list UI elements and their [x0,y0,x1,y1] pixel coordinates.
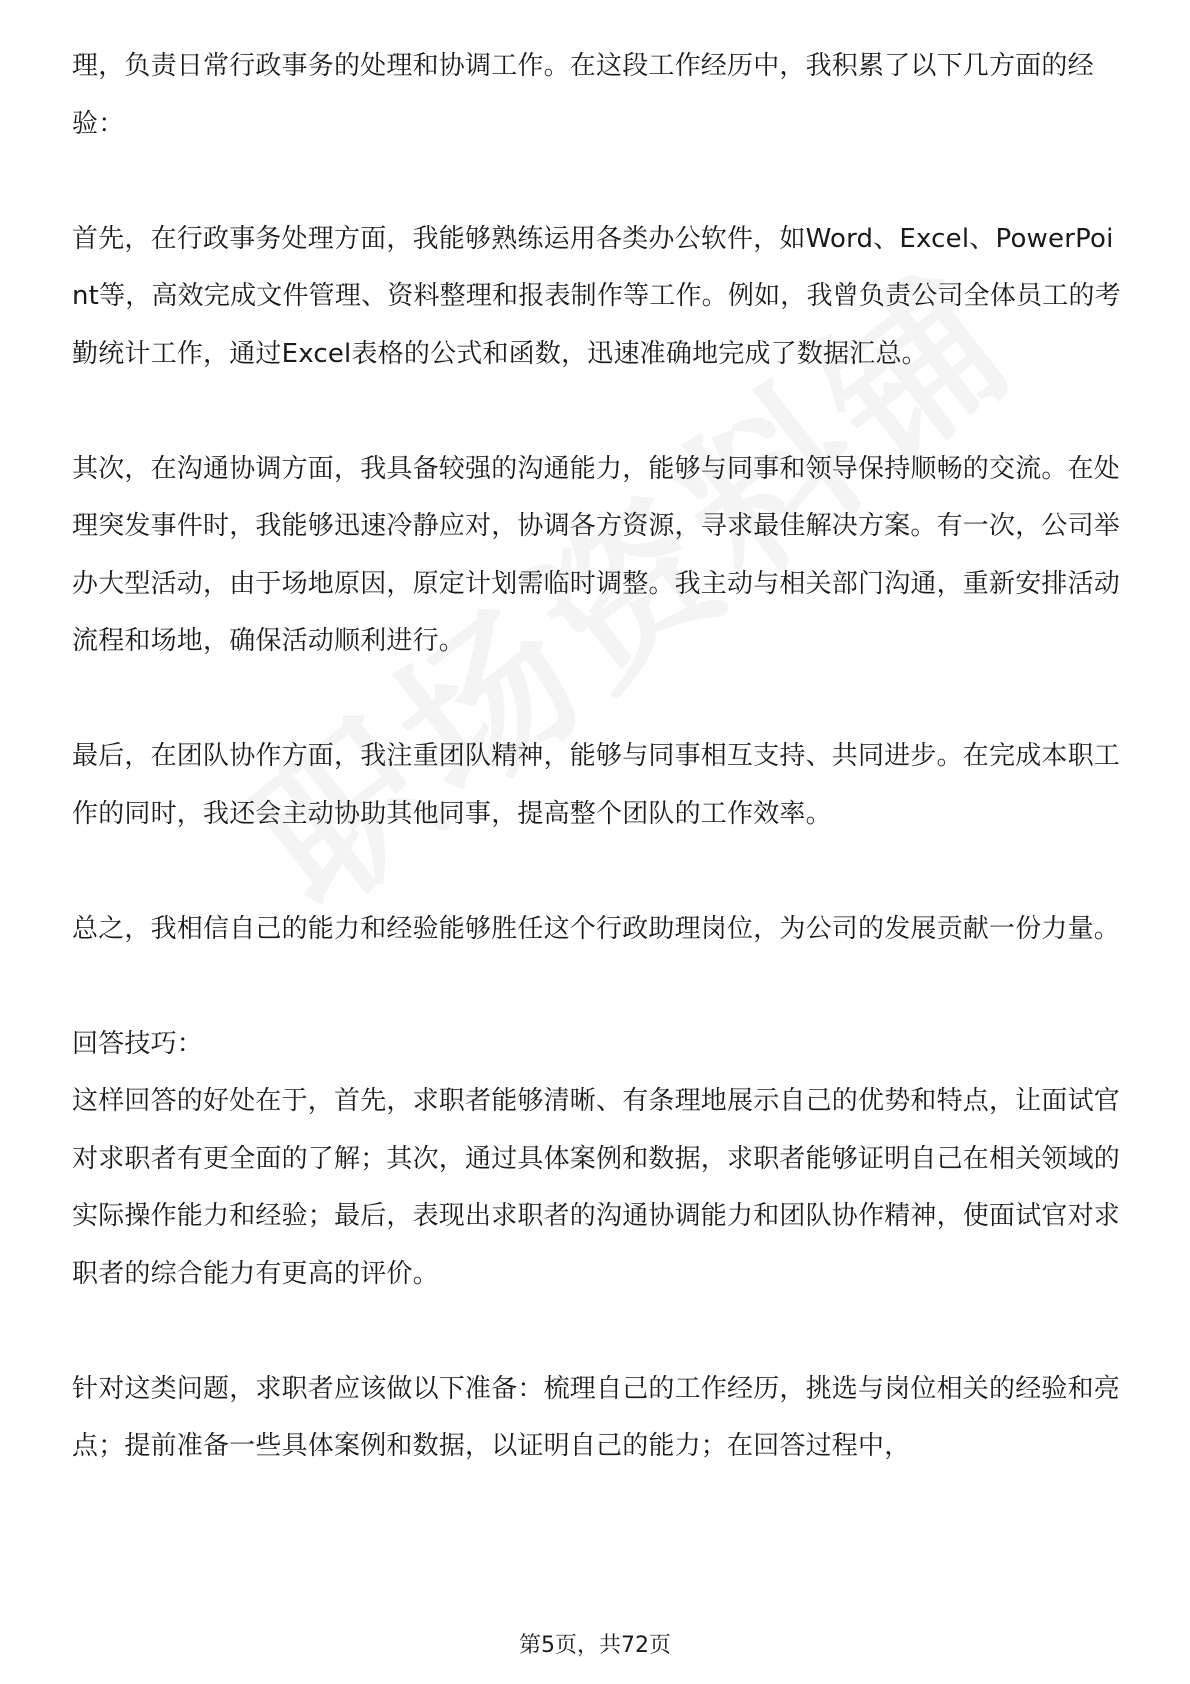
page-number: 第5页，共72页 [519,1633,671,1658]
paragraph-teamwork: 最后，在团队协作方面，我注重团队精神，能够与同事相互支持、共同进步。在完成本职工作的同时，我还会主动协助其他同事，提高整个团队的工作效率。 [72,741,1121,829]
paragraph-gap [72,153,1122,211]
paragraph-tips: 这样回答的好处在于，首先，求职者能够清晰、有条理地展示自己的优势和特点，让面试官对求职者有更全面的了解；其次，通过具体案例和数据，求职者能够证明自己在相关领域的实际操作能力和经验；最后，表现出求职者的沟通协调能力和团队协作精神，使面试官对求职者的综合能力有更高的评价。 [72,1086,1121,1289]
paragraph-gap [72,1303,1122,1361]
paragraph-gap [72,958,1122,1016]
paragraph-gap [72,671,1122,729]
paragraph-intro: 理，负责日常行政事务的处理和协调工作。在这段工作经历中，我积累了以下几方面的经验： [72,51,1094,139]
document-body [72,38,1122,1476]
paragraph-office-skills: 首先，在行政事务处理方面，我能够熟练运用各类办公软件，如Word、Excel、PowerPoint等，高效完成文件管理、资料整理和报表制作等工作。例如，我曾负责公司全体员工的考勤统计工作，通过Excel表格的公式和函数，迅速准确地完成了数据汇总。 [72,223,1121,369]
paragraph-conclusion: 总之，我相信自己的能力和经验能够胜任这个行政助理岗位，为公司的发展贡献一份力量。 [72,913,1121,944]
paragraph-communication: 其次，在沟通协调方面，我具备较强的沟通能力，能够与同事和领导保持顺畅的交流。在处理突发事件时，我能够迅速冷静应对，协调各方资源，寻求最佳解决方案。有一次，公司举办大型活动，由于场地原因，原定计划需临时调整。我主动与相关部门沟通，重新安排活动流程和场地，确保活动顺利进行。 [72,453,1121,656]
paragraph-gap [72,843,1122,901]
tips-heading: 回答技巧： [72,1028,204,1059]
paragraph-preparation: 针对这类问题，求职者应该做以下准备：梳理自己的工作经历，挑选与岗位相关的经验和亮点；提前准备一些具体案例和数据，以证明自己的能力；在回答过程中， [72,1373,1121,1461]
paragraph-gap [72,383,1122,441]
